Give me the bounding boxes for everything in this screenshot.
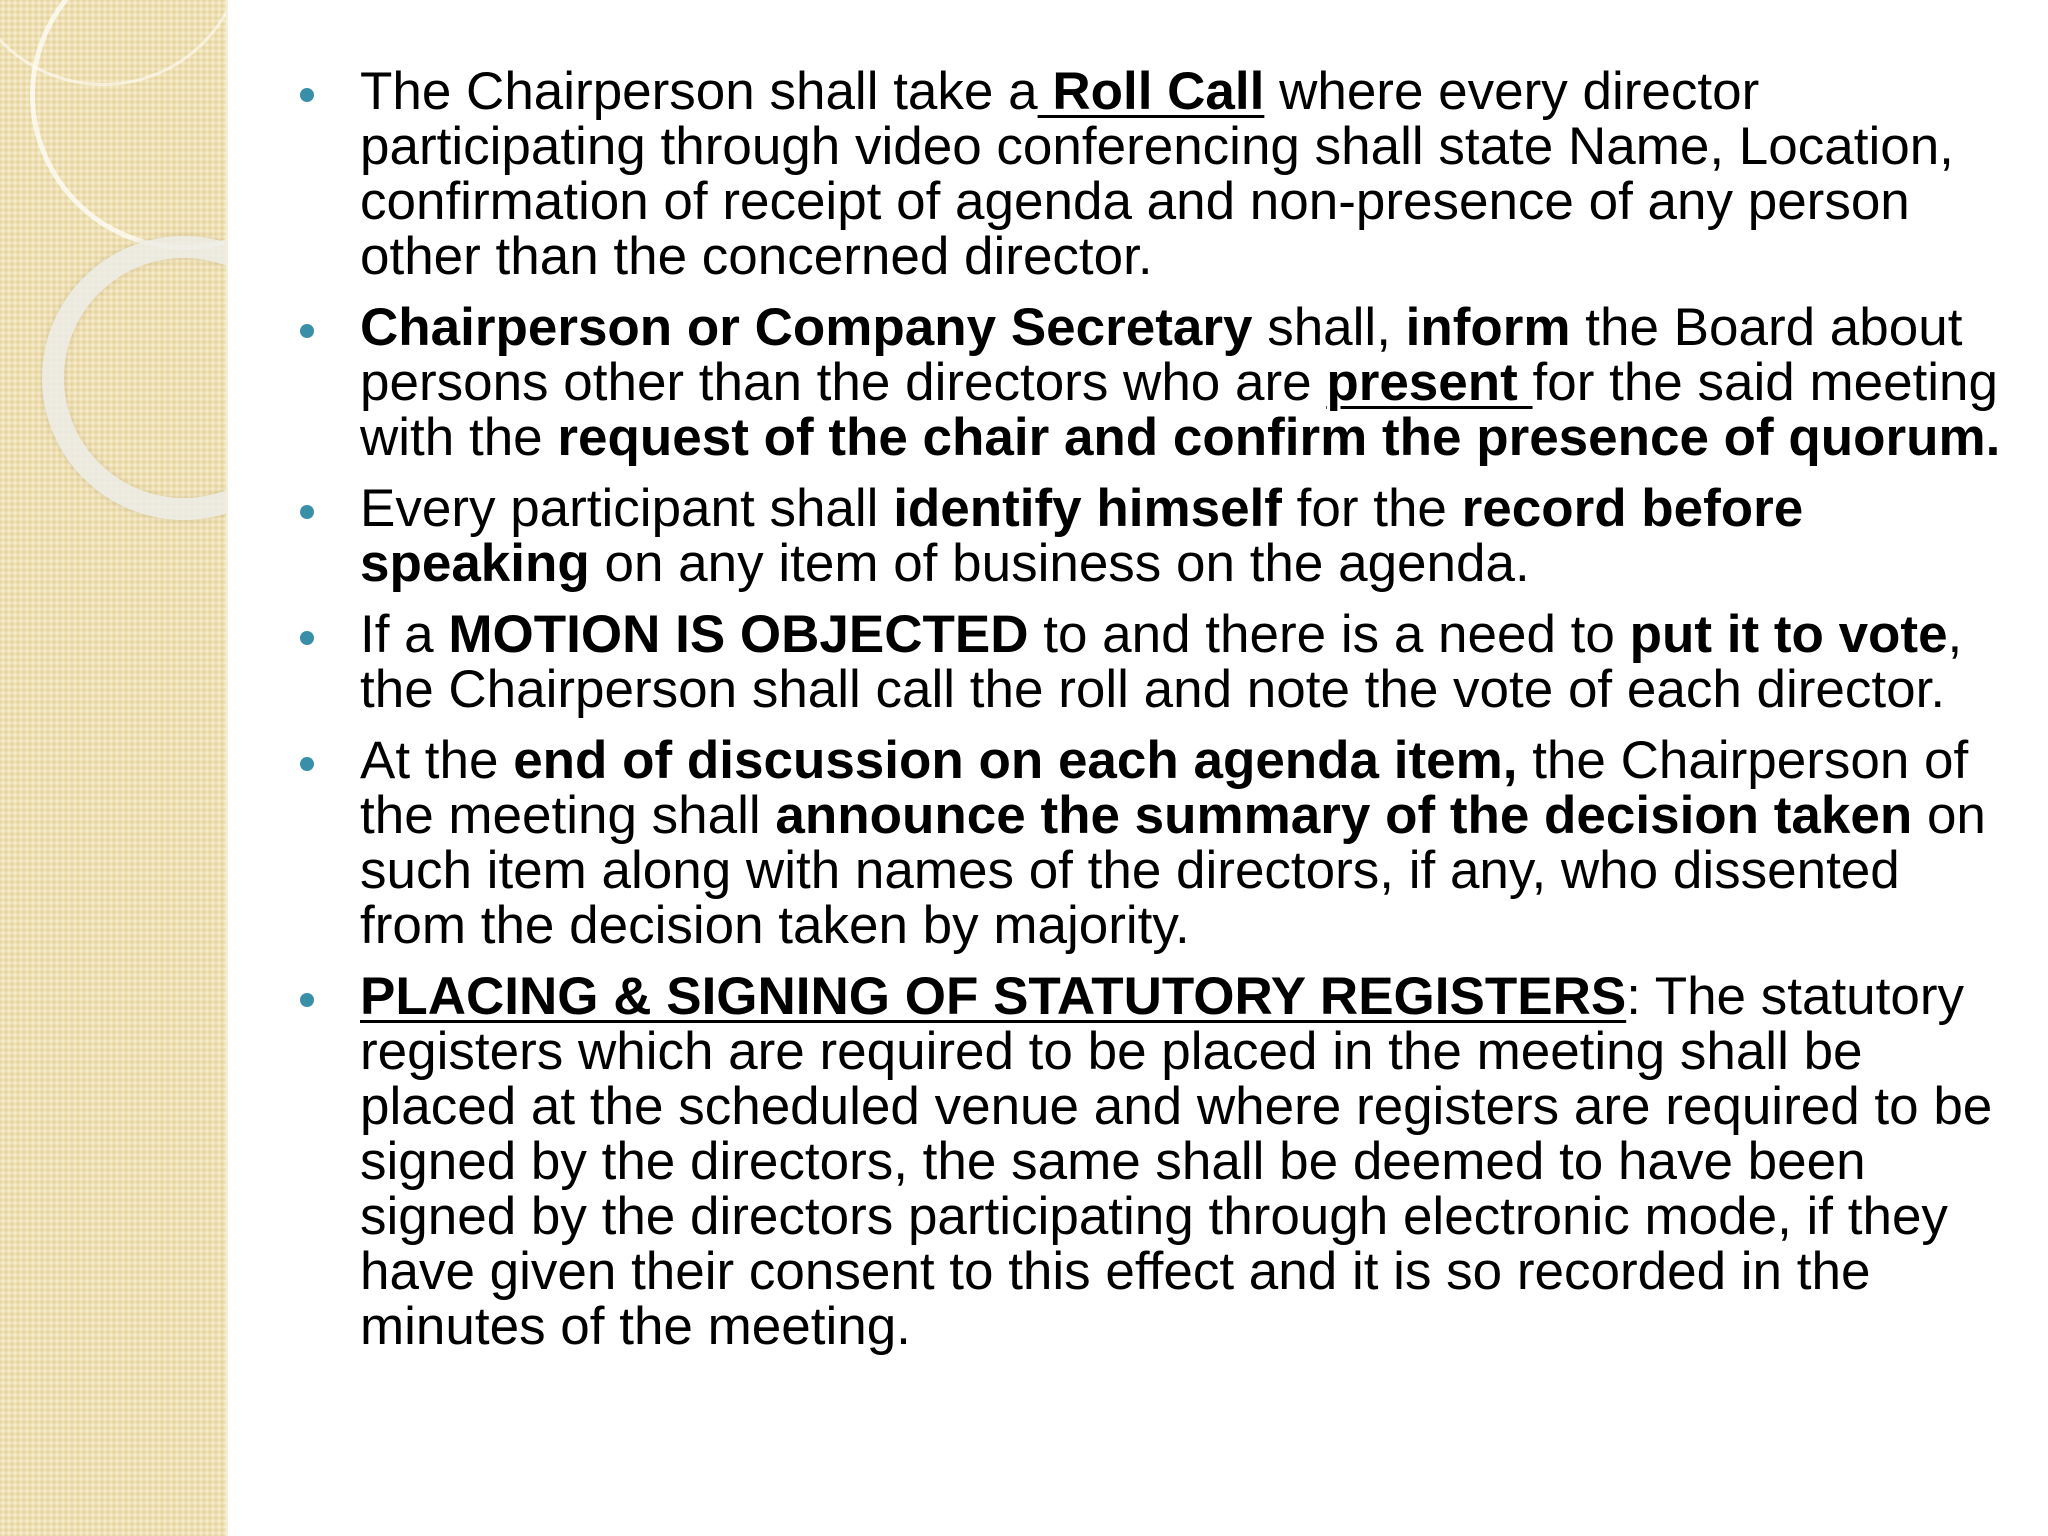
- bullet-text-segment: on any item of business on the agenda.: [589, 534, 1530, 593]
- bullet-text-segment: identify himself: [893, 479, 1282, 538]
- bullet-text-segment: Chairperson or Company Secretary: [360, 298, 1253, 357]
- bullet-item: [290, 969, 2010, 1354]
- bullet-dot-icon: [300, 324, 314, 338]
- bullet-text-segment: put it to vote: [1629, 605, 1948, 664]
- bullet-text-segment: At the: [360, 731, 514, 790]
- bullet-text-segment: shall,: [1252, 298, 1406, 357]
- bullet-text-segment: PLACING & SIGNING OF STATUTORY REGISTERS: [360, 967, 1627, 1026]
- bullet-text-segment: present: [1326, 353, 1533, 412]
- bullet-text-segment: the Chairperson of the meeting shall: [360, 731, 1969, 845]
- bullet-dot-icon: [300, 88, 314, 102]
- decorative-ring: [42, 236, 228, 520]
- bullet-text-segment: , the Chairperson shall call the roll and note the vote of each director.: [360, 605, 1963, 719]
- decorative-sidebar: [0, 0, 228, 1536]
- bullet-text-segment: for the said meeting with the: [360, 353, 1998, 467]
- bullet-text-segment: for the: [1281, 479, 1462, 538]
- bullet-text-segment: the Board about persons other than the directors who are: [360, 298, 1963, 412]
- bullet-text-segment: record before speaking: [360, 479, 1804, 593]
- bullet-item: [290, 64, 2010, 284]
- bullet-text-segment: : The statutory registers which are required to be placed in the meeting shall be placed at the scheduled venue and where registers are required to be signed by the directors, the same shall be deemed to have been signed by the directors participating through electronic mode, if they have given their consent to this effect and it is so recorded in the minutes of the meeting.: [360, 967, 1993, 1356]
- bullet-text-segment: MOTION IS OBJECTED: [448, 605, 1029, 664]
- bullet-text-segment: Every participant shall: [360, 479, 894, 538]
- bullet-text-segment: Roll Call: [1037, 62, 1265, 121]
- bullet-text-segment: announce the summary of the decision taken: [775, 786, 1913, 845]
- bullet-text-segment: If a: [360, 605, 449, 664]
- bullet-item: [290, 733, 2010, 953]
- bullet-text-segment: to and there is a need to: [1028, 605, 1630, 664]
- bullet-text-segment: The Chairperson shall take a: [360, 62, 1038, 121]
- bullet-text-segment: where every director participating through video conferencing shall state Name, Location, confirmation of receipt of agenda and non-presence of any person other than the concerned director.: [360, 62, 1954, 286]
- bullet-dot-icon: [300, 631, 314, 645]
- bullet-item: [290, 481, 2010, 591]
- bullet-text-segment: end of discussion on each agenda item,: [513, 731, 1518, 790]
- bullet-text-segment: inform: [1405, 298, 1571, 357]
- bullet-item: [290, 607, 2010, 717]
- bullet-dot-icon: [300, 993, 314, 1007]
- bullet-text-segment: request of the chair and confirm the presence of quorum.: [557, 408, 2001, 467]
- sidebar-edge: [226, 0, 228, 1536]
- bullet-dot-icon: [300, 757, 314, 771]
- bullet-item: [290, 300, 2010, 465]
- bullet-dot-icon: [300, 505, 314, 519]
- decorative-ring: [30, 0, 228, 250]
- bullet-list: [290, 64, 2010, 1354]
- bullet-text-segment: on such item along with names of the directors, if any, who dissented from the decision taken by majority.: [360, 786, 1986, 955]
- slide-content: [290, 64, 2010, 1370]
